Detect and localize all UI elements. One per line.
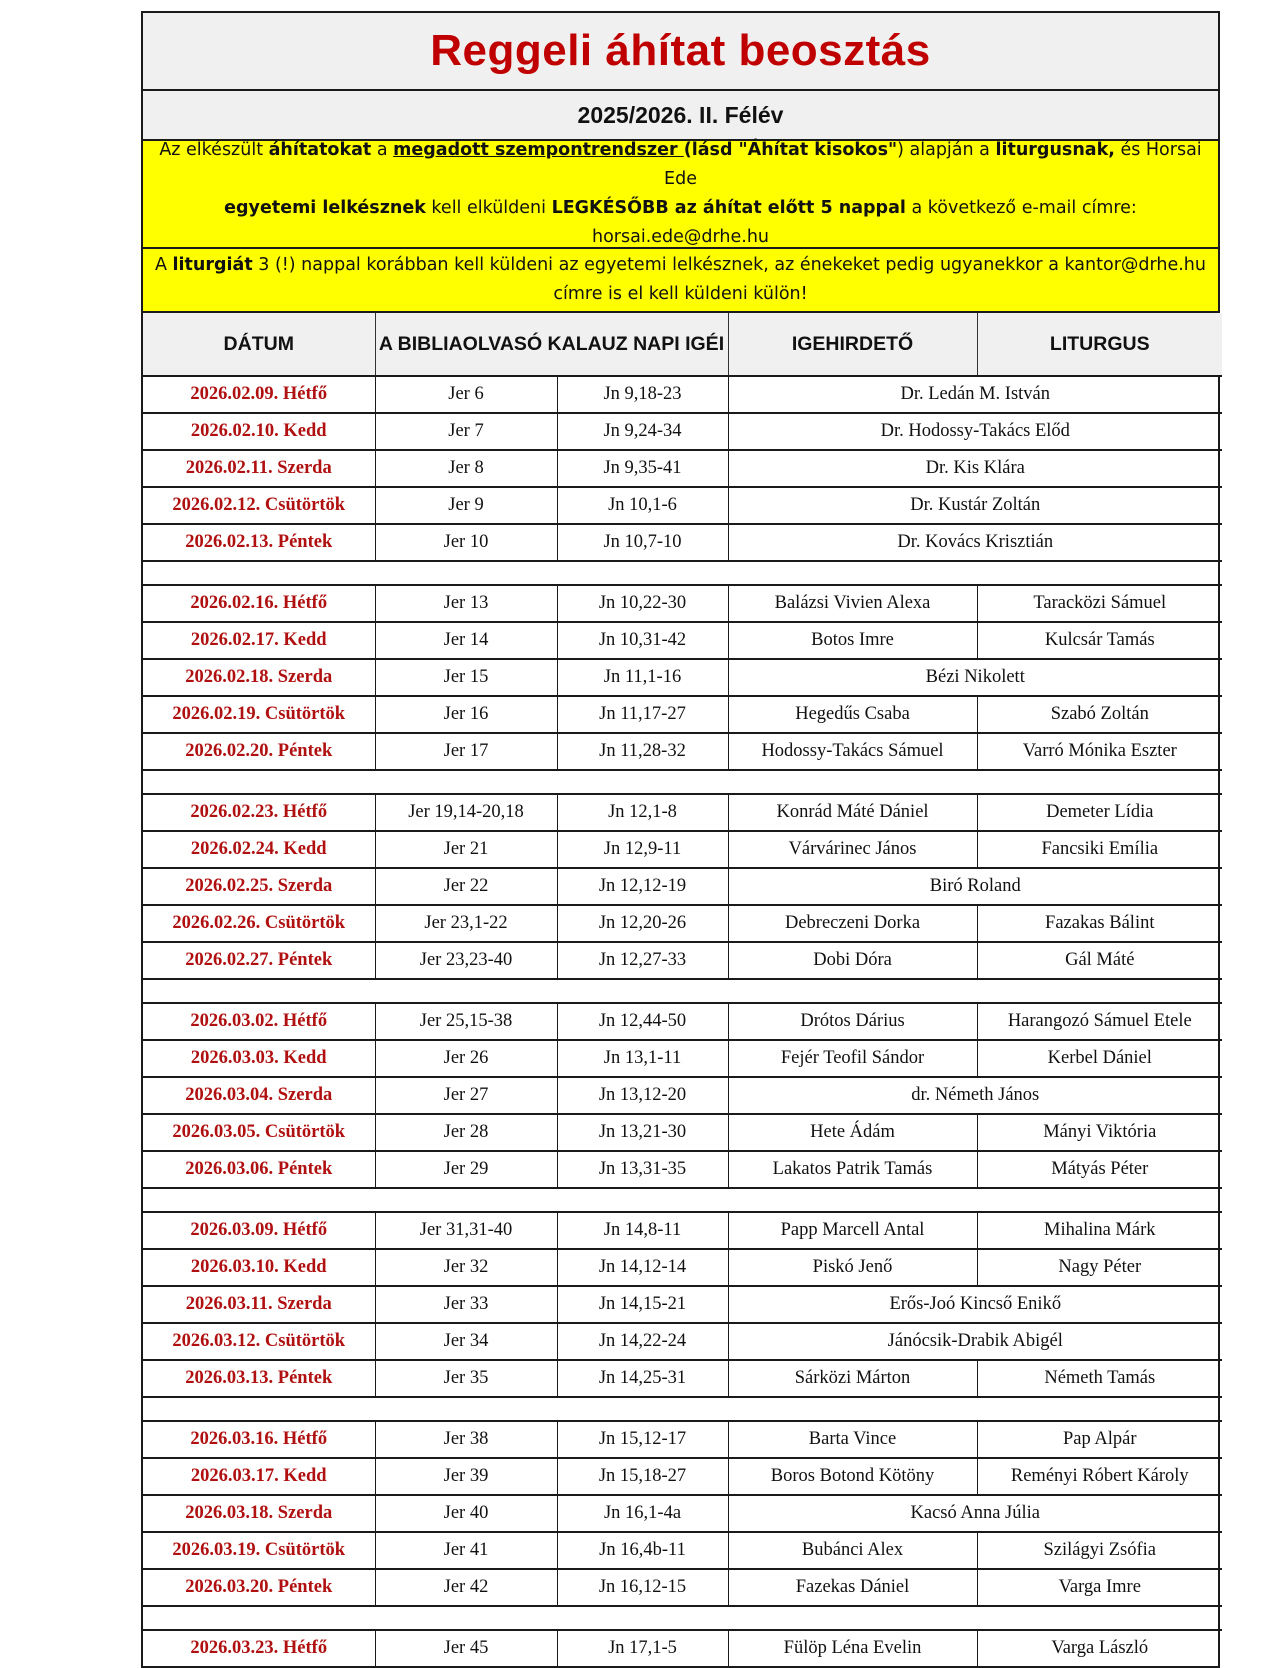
preacher-liturgist-cell: Dr. Hodossy-Takács Előd [728,413,1222,450]
preacher-cell: Bubánci Alex [728,1532,977,1569]
preacher-cell: Papp Marcell Antal [728,1212,977,1249]
notice-text-part: és Horsai Ede [664,140,1202,189]
new-testament-reading-cell: Jn 13,31-35 [557,1151,728,1188]
new-testament-reading-cell: Jn 11,28-32 [557,733,728,770]
notice-bold-part: liturgiát [172,255,253,275]
week-separator-row [143,979,1222,1003]
date-cell: 2026.02.27. Péntek [143,942,375,979]
schedule-table [143,313,1222,1666]
week-separator [143,1606,1222,1630]
notice-bold-part: (lásd "Áhítat kisokos" [683,140,898,160]
liturgist-cell: Varró Mónika Eszter [977,733,1222,770]
table-row [143,1212,1222,1249]
page-title: Reggeli áhítat beosztás [430,26,931,75]
liturgist-cell: Fazakas Bálint [977,905,1222,942]
preacher-cell: Hegedűs Csaba [728,696,977,733]
table-row [143,487,1222,524]
date-cell: 2026.02.16. Hétfő [143,585,375,622]
old-testament-reading-cell: Jer 9 [375,487,557,524]
table-row [143,1360,1222,1397]
date-cell: 2026.02.20. Péntek [143,733,375,770]
old-testament-reading-cell: Jer 39 [375,1458,557,1495]
preacher-liturgist-cell: Biró Roland [728,868,1222,905]
preacher-cell: Piskó Jenő [728,1249,977,1286]
table-row [143,1003,1222,1040]
preacher-cell: Sárközi Márton [728,1360,977,1397]
date-cell: 2026.03.18. Szerda [143,1495,375,1532]
preacher-cell: Barta Vince [728,1421,977,1458]
new-testament-reading-cell: Jn 10,22-30 [557,585,728,622]
preacher-cell: Hete Ádám [728,1114,977,1151]
date-cell: 2026.02.24. Kedd [143,831,375,868]
new-testament-reading-cell: Jn 12,44-50 [557,1003,728,1040]
old-testament-reading-cell: Jer 16 [375,696,557,733]
old-testament-reading-cell: Jer 40 [375,1495,557,1532]
old-testament-reading-cell: Jer 19,14-20,18 [375,794,557,831]
week-separator [143,1397,1222,1421]
preacher-liturgist-cell: Jánócsik-Drabik Abigél [728,1323,1222,1360]
liturgist-cell: Szabó Zoltán [977,696,1222,733]
old-testament-reading-cell: Jer 34 [375,1323,557,1360]
table-row [143,1569,1222,1606]
new-testament-reading-cell: Jn 9,24-34 [557,413,728,450]
old-testament-reading-cell: Jer 10 [375,524,557,561]
table-row [143,868,1222,905]
table-row [143,376,1222,413]
week-separator-row [143,1397,1222,1421]
old-testament-reading-cell: Jer 26 [375,1040,557,1077]
schedule-body [143,376,1222,1666]
liturgist-cell: Taracközi Sámuel [977,585,1222,622]
date-cell: 2026.02.09. Hétfő [143,376,375,413]
liturgist-cell: Varga Imre [977,1569,1222,1606]
submission-notice-text [149,136,1212,252]
column-header-preacher: IGEHIRDETŐ [728,313,977,376]
date-cell: 2026.03.03. Kedd [143,1040,375,1077]
preacher-cell: Balázsi Vivien Alexa [728,585,977,622]
new-testament-reading-cell: Jn 10,7-10 [557,524,728,561]
preacher-liturgist-cell: Kacsó Anna Júlia [728,1495,1222,1532]
liturgist-cell: Mátyás Péter [977,1151,1222,1188]
notice-text-part: a [371,140,394,160]
week-separator [143,770,1222,794]
date-cell: 2026.02.11. Szerda [143,450,375,487]
table-row [143,1421,1222,1458]
notice-bold-part: áhítatokat [268,140,372,160]
new-testament-reading-cell: Jn 13,12-20 [557,1077,728,1114]
date-cell: 2026.03.19. Csütörtök [143,1532,375,1569]
new-testament-reading-cell: Jn 9,18-23 [557,376,728,413]
table-row [143,1532,1222,1569]
liturgist-cell: Pap Alpár [977,1421,1222,1458]
table-row [143,831,1222,868]
old-testament-reading-cell: Jer 23,23-40 [375,942,557,979]
date-cell: 2026.02.25. Szerda [143,868,375,905]
old-testament-reading-cell: Jer 35 [375,1360,557,1397]
table-row [143,1040,1222,1077]
old-testament-reading-cell: Jer 22 [375,868,557,905]
week-separator-row [143,1606,1222,1630]
new-testament-reading-cell: Jn 14,12-14 [557,1249,728,1286]
notice-bold-part: LEGKÉSŐBB az áhítat előtt 5 nappal [551,198,906,218]
table-row [143,1323,1222,1360]
week-separator-row [143,561,1222,585]
old-testament-reading-cell: Jer 13 [375,585,557,622]
new-testament-reading-cell: Jn 14,15-21 [557,1286,728,1323]
notice-bold-part: egyetemi lelkésznek [224,198,426,218]
date-cell: 2026.03.02. Hétfő [143,1003,375,1040]
preacher-cell: Drótos Dárius [728,1003,977,1040]
notice-text-part: ) alapján a [897,140,996,160]
guideline-link[interactable]: megadott szempontrendszer [393,140,684,160]
liturgy-notice-text [149,251,1212,309]
date-cell: 2026.03.04. Szerda [143,1077,375,1114]
notice-text-part: 3 (!) nappal korábban kell küldeni az egyetemi lelkésznek, az énekeket pedig ugyanekkor a kantor@drhe.hu címre is el kell küldeni külön! [252,255,1206,304]
old-testament-reading-cell: Jer 31,31-40 [375,1212,557,1249]
old-testament-reading-cell: Jer 45 [375,1630,557,1666]
date-cell: 2026.02.19. Csütörtök [143,696,375,733]
table-row [143,1151,1222,1188]
column-header-liturgist: LITURGUS [977,313,1222,376]
date-cell: 2026.03.20. Péntek [143,1569,375,1606]
preacher-liturgist-cell: dr. Németh János [728,1077,1222,1114]
old-testament-reading-cell: Jer 7 [375,413,557,450]
table-row [143,1114,1222,1151]
new-testament-reading-cell: Jn 11,17-27 [557,696,728,733]
date-cell: 2026.03.05. Csütörtök [143,1114,375,1151]
table-row [143,622,1222,659]
date-cell: 2026.03.13. Péntek [143,1360,375,1397]
table-row [143,733,1222,770]
table-row [143,585,1222,622]
table-row [143,1458,1222,1495]
old-testament-reading-cell: Jer 8 [375,450,557,487]
column-header-readings: A BIBLIAOLVASÓ KALAUZ NAPI IGÉI [375,313,728,376]
notice-text-part: Az elkészült [159,140,269,160]
date-cell: 2026.02.23. Hétfő [143,794,375,831]
new-testament-reading-cell: Jn 12,27-33 [557,942,728,979]
preacher-cell: Debreczeni Dorka [728,905,977,942]
old-testament-reading-cell: Jer 27 [375,1077,557,1114]
date-cell: 2026.03.06. Péntek [143,1151,375,1188]
new-testament-reading-cell: Jn 14,8-11 [557,1212,728,1249]
old-testament-reading-cell: Jer 29 [375,1151,557,1188]
new-testament-reading-cell: Jn 12,1-8 [557,794,728,831]
new-testament-reading-cell: Jn 15,18-27 [557,1458,728,1495]
preacher-cell: Dobi Dóra [728,942,977,979]
date-cell: 2026.03.17. Kedd [143,1458,375,1495]
table-row [143,1077,1222,1114]
new-testament-reading-cell: Jn 10,1-6 [557,487,728,524]
date-cell: 2026.03.16. Hétfő [143,1421,375,1458]
table-row [143,1286,1222,1323]
liturgist-cell: Demeter Lídia [977,794,1222,831]
old-testament-reading-cell: Jer 21 [375,831,557,868]
preacher-liturgist-cell: Dr. Kis Klára [728,450,1222,487]
new-testament-reading-cell: Jn 14,22-24 [557,1323,728,1360]
preacher-cell: Botos Imre [728,622,977,659]
date-cell: 2026.03.23. Hétfő [143,1630,375,1666]
date-cell: 2026.02.13. Péntek [143,524,375,561]
date-cell: 2026.02.10. Kedd [143,413,375,450]
notice-bold-part: liturgusnak, [995,140,1115,160]
table-row [143,1630,1222,1666]
preacher-liturgist-cell: Dr. Kustár Zoltán [728,487,1222,524]
notice-text-part: kell elküldeni [425,198,552,218]
liturgist-cell: Harangozó Sámuel Etele [977,1003,1222,1040]
notice-text-part: A [154,255,173,275]
date-cell: 2026.03.10. Kedd [143,1249,375,1286]
table-row [143,413,1222,450]
old-testament-reading-cell: Jer 41 [375,1532,557,1569]
preacher-liturgist-cell: Dr. Ledán M. István [728,376,1222,413]
liturgist-cell: Gál Máté [977,942,1222,979]
new-testament-reading-cell: Jn 9,35-41 [557,450,728,487]
preacher-cell: Hodossy-Takács Sámuel [728,733,977,770]
week-separator [143,1188,1222,1212]
week-separator [143,561,1222,585]
old-testament-reading-cell: Jer 38 [375,1421,557,1458]
semester-subtitle: 2025/2026. II. Félév [577,101,784,128]
old-testament-reading-cell: Jer 23,1-22 [375,905,557,942]
date-cell: 2026.02.26. Csütörtök [143,905,375,942]
week-separator-row [143,770,1222,794]
liturgist-cell: Fancsiki Emília [977,831,1222,868]
preacher-liturgist-cell: Dr. Kovács Krisztián [728,524,1222,561]
table-row [143,905,1222,942]
table-row [143,794,1222,831]
old-testament-reading-cell: Jer 33 [375,1286,557,1323]
new-testament-reading-cell: Jn 12,20-26 [557,905,728,942]
liturgist-cell: Mihalina Márk [977,1212,1222,1249]
table-row [143,696,1222,733]
old-testament-reading-cell: Jer 42 [375,1569,557,1606]
new-testament-reading-cell: Jn 10,31-42 [557,622,728,659]
liturgist-cell: Szilágyi Zsófia [977,1532,1222,1569]
preacher-cell: Boros Botond Kötöny [728,1458,977,1495]
table-row [143,1495,1222,1532]
preacher-cell: Lakatos Patrik Tamás [728,1151,977,1188]
date-cell: 2026.03.09. Hétfő [143,1212,375,1249]
liturgist-cell: Varga László [977,1630,1222,1666]
liturgist-cell: Kulcsár Tamás [977,622,1222,659]
table-row [143,659,1222,696]
liturgist-cell: Reményi Róbert Károly [977,1458,1222,1495]
preacher-cell: Fazekas Dániel [728,1569,977,1606]
new-testament-reading-cell: Jn 13,21-30 [557,1114,728,1151]
new-testament-reading-cell: Jn 15,12-17 [557,1421,728,1458]
date-cell: 2026.02.17. Kedd [143,622,375,659]
old-testament-reading-cell: Jer 28 [375,1114,557,1151]
new-testament-reading-cell: Jn 14,25-31 [557,1360,728,1397]
old-testament-reading-cell: Jer 14 [375,622,557,659]
new-testament-reading-cell: Jn 17,1-5 [557,1630,728,1666]
old-testament-reading-cell: Jer 6 [375,376,557,413]
date-cell: 2026.02.18. Szerda [143,659,375,696]
preacher-cell: Várvárinec János [728,831,977,868]
old-testament-reading-cell: Jer 15 [375,659,557,696]
title-row [143,13,1218,91]
liturgist-cell: Nagy Péter [977,1249,1222,1286]
table-row [143,524,1222,561]
preacher-liturgist-cell: Bézi Nikolett [728,659,1222,696]
new-testament-reading-cell: Jn 11,1-16 [557,659,728,696]
old-testament-reading-cell: Jer 32 [375,1249,557,1286]
table-row [143,450,1222,487]
date-cell: 2026.02.12. Csütörtök [143,487,375,524]
liturgist-cell: Mányi Viktória [977,1114,1222,1151]
schedule-sheet [141,11,1220,1668]
old-testament-reading-cell: Jer 25,15-38 [375,1003,557,1040]
new-testament-reading-cell: Jn 12,9-11 [557,831,728,868]
table-header-row [143,313,1222,376]
new-testament-reading-cell: Jn 13,1-11 [557,1040,728,1077]
liturgist-cell: Németh Tamás [977,1360,1222,1397]
date-cell: 2026.03.12. Csütörtök [143,1323,375,1360]
new-testament-reading-cell: Jn 16,1-4a [557,1495,728,1532]
week-separator-row [143,1188,1222,1212]
week-separator [143,979,1222,1003]
new-testament-reading-cell: Jn 16,12-15 [557,1569,728,1606]
preacher-cell: Fejér Teofil Sándor [728,1040,977,1077]
date-cell: 2026.03.11. Szerda [143,1286,375,1323]
table-row [143,1249,1222,1286]
column-header-date: DÁTUM [143,313,375,376]
notice-text-part: a következő e-mail címre: horsai.ede@drhe.hu [592,198,1137,247]
new-testament-reading-cell: Jn 16,4b-11 [557,1532,728,1569]
table-row [143,942,1222,979]
old-testament-reading-cell: Jer 17 [375,733,557,770]
preacher-liturgist-cell: Erős-Joó Kincső Enikő [728,1286,1222,1323]
liturgist-cell: Kerbel Dániel [977,1040,1222,1077]
preacher-cell: Fülöp Léna Evelin [728,1630,977,1666]
submission-notice [143,141,1218,249]
subtitle-row [143,91,1218,141]
new-testament-reading-cell: Jn 12,12-19 [557,868,728,905]
preacher-cell: Konrád Máté Dániel [728,794,977,831]
liturgy-notice [143,249,1218,313]
